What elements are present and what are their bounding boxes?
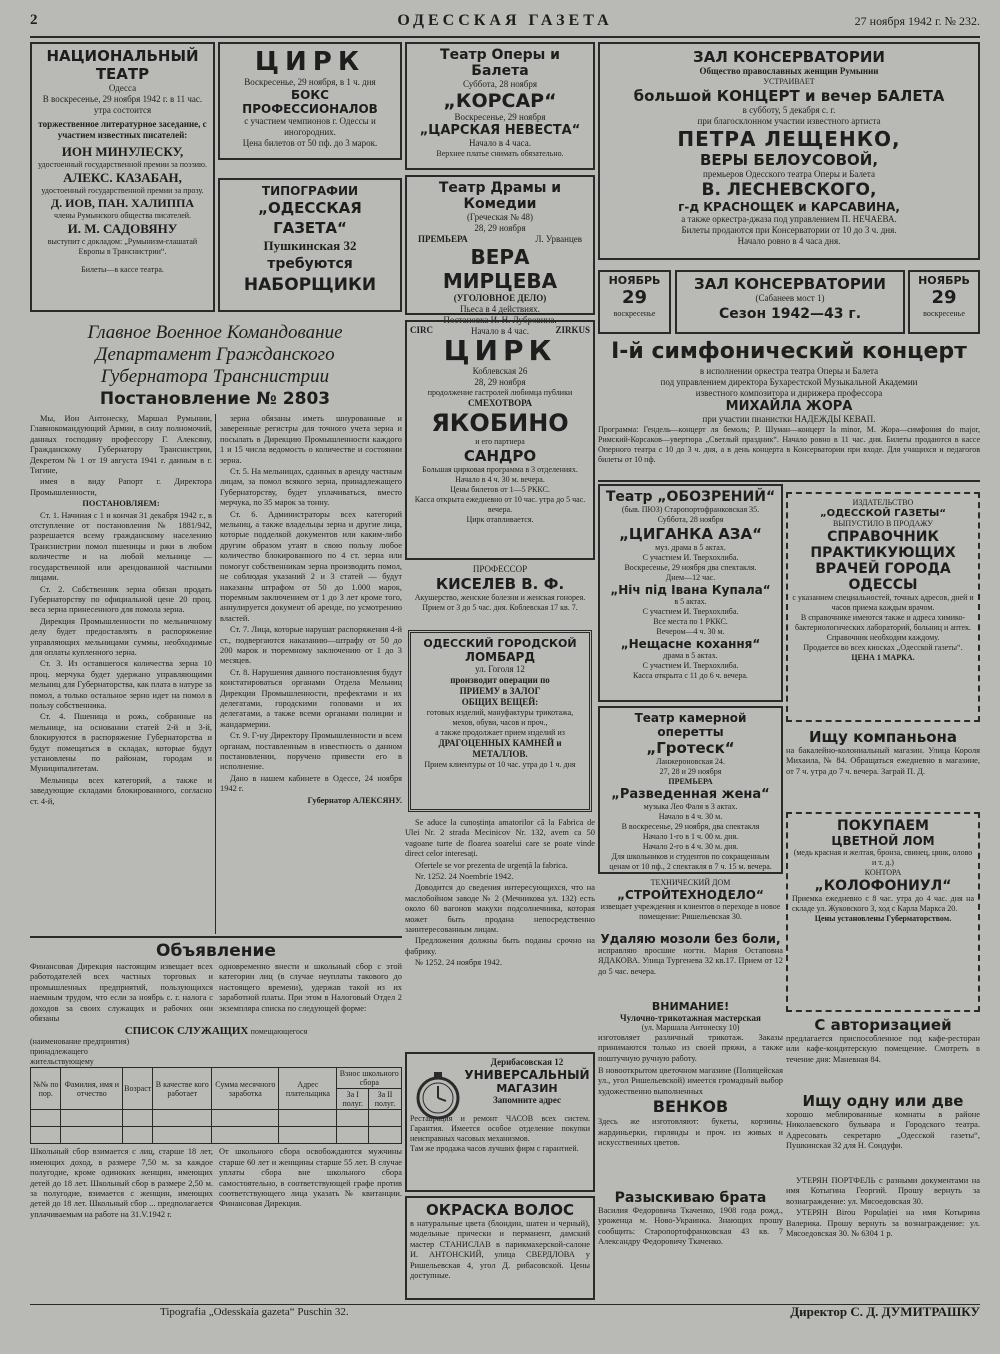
attention-title: ВНИМАНИЕ! — [651, 1000, 730, 1013]
circus2-star: ЯКОБИНО — [431, 409, 569, 437]
wreaths-text-2: Здесь же изготовляют: букеты, корзины, жардиньерки, гирлянды и проч. из живых и искусственных цветов. — [598, 1117, 783, 1148]
decree-para: Ст. 7. Лица, которые нарушат распоряжения 4-й ст., подвергаются наказанию—штрафу от 50 до 200 марок и тюремному заключению от 1 до 3 месяцев. — [220, 625, 402, 666]
grotesk-sunday: В воскресенье, 29 ноября, два спектакля — [621, 822, 760, 831]
circus2-title: ЦИРК — [443, 334, 557, 367]
scrap-hours: Приемка ежедневно с 8 час. утра до 4 час. дня на складе ул. Жуковского 3, ход с Карла Маркса 20. — [792, 894, 974, 913]
opera-note: Верхнее платье снимать обязательно. — [436, 149, 564, 158]
decree-para: Дирекция Промышленности по мельничному делу будет предоставлять в распоряжение управляющих мельницами суммы, необходимые для оплаты купленного зерна. — [30, 616, 212, 657]
date-month-right: НОЯБРЬ — [918, 274, 970, 287]
symphony-concert-ad — [598, 338, 980, 478]
opera-show-2: „ЦАРСКАЯ НЕВЕСТА“ — [419, 123, 581, 138]
decree-para: Дано в нашем кабинете в Одессе, 24 ноября 1942 г. — [220, 773, 402, 794]
stroy-line-1: ТЕХНИЧЕСКИЙ ДОМ — [650, 878, 731, 887]
universal-store-ad — [405, 1052, 595, 1192]
national-theatre-event: торжественное литературное заседание, с участием известных писателей: — [38, 119, 207, 140]
artist-2-desc: премьеров Одесского театра Оперы и Балета — [703, 169, 875, 179]
th-half-2: За II полуг. — [369, 1089, 402, 1110]
th-name: Фамилия, имя и отчество — [61, 1068, 123, 1110]
scrap-title: ПОКУПАЕМ — [837, 818, 929, 834]
obozreniy-date-2: Воскресенье, 29 ноября два спектакля. — [624, 563, 757, 572]
directory-line-5: Справочник необходим каждому. — [826, 633, 940, 642]
conservatory-org: Общество православных женщин Румынии — [699, 66, 879, 76]
announcement-bottom-right: От школьного сбора освобождаются мужчины старше 60 лет и женщины старше 55 лет. В случае уплаты сбора вне школьного сбора самостоятельно, в соответствующей графе против соответствующего лица указать № квитанции. Финансовая Дирекция. — [219, 1147, 402, 1209]
typography-need: требуются — [267, 256, 353, 272]
national-theatre-title: НАЦИОНАЛЬНЫЙ ТЕАТР — [46, 47, 199, 83]
list-field-1: (наименование предприятия) — [30, 1037, 130, 1047]
opera-theatre-ad — [405, 42, 595, 170]
participant-1-desc: удостоенный государственной премии за поэзию. — [38, 160, 207, 169]
drama-date: 28, 29 ноября — [474, 223, 526, 233]
obozreniy-price: Все места по 1 РККС. — [653, 617, 728, 626]
directory-price: ЦЕНА 1 МАРКА. — [851, 653, 915, 662]
obozreniy-day: Днем—12 час. — [665, 573, 716, 582]
obozreniy-address: (быв. ПЮЗ) Старопортофранковская 35. — [621, 505, 760, 514]
national-theatre-city: Одесса — [108, 83, 137, 93]
grotesk-start: Начало в 4 ч. 30 м. — [658, 812, 723, 821]
th-salary: Сумма месячного заработка — [212, 1068, 279, 1110]
decree-h3: Губернатора Транснистрии — [100, 366, 330, 387]
lombard-title-1: ОДЕССКИЙ ГОРОДСКОЙ — [423, 637, 577, 650]
directory-title-1: СПРАВОЧНИК — [827, 529, 939, 545]
artist-1: ПЕТРА ЛЕЩЕНКО, — [677, 127, 901, 151]
seeking-rooms-ad — [786, 1092, 980, 1172]
announcement-right: одновременно внести и школьный сбор с этой категории лиц (в случае неуплаты такового до настоящего времени), удержав такой из их заработной платы. При этом в Налоговый Отдел 2 экземпляра списка по следующей форме: — [219, 962, 402, 1013]
conservatory-title: ЗАЛ КОНСЕРВАТОРИИ — [693, 48, 885, 66]
symphony-conductor: МИХАЙЛА ЖОРА — [725, 399, 853, 414]
obozreniy-show-1-desc: муз. драма в 5 актах. — [655, 543, 726, 552]
th-half-1: За I полуг. — [337, 1089, 369, 1110]
decree-column-left — [30, 414, 212, 934]
lost-items-ads — [786, 1176, 980, 1300]
decree-h1: Главное Военное Командование — [87, 322, 343, 343]
circus2-program: Большая цирковая программа в 3 отделениях. — [422, 465, 578, 474]
brother-text: Василия Федоровича Ткаченко, 1908 года рожд., уроженца м. Ново-Украинка. Знающих прошу сообщить: Старопортофранковская 43 кв. 7 Александру Федоровичу Ткаченко. — [598, 1206, 783, 1247]
notice-ru: Доводится до сведения интересующихся, что на маслобойном заводе № 2 (Мечникова ул. 132) есть около 60 вагонов макухи подсолнечника, которая может быть продана непосредственно заинтересованным лицам. — [405, 883, 595, 935]
clock-icon — [415, 1068, 461, 1124]
notice-ru-3: № 1252. 24 ноября 1942. — [415, 958, 503, 968]
scrap-prices: Цены установлены Губерматорством. — [814, 914, 952, 923]
decree-para: Ст. 9. Г-ну Директору Промышленности и всем органам, поставленным в известность о данном постановлении, поручено привести его в исполнение. — [220, 731, 402, 772]
list-owner-label: помещающегося — [250, 1027, 308, 1037]
directory-line-3: с указанием специальностей, точных адресов, дней и часов приема каждым врачом. — [792, 593, 974, 612]
date-dow-right: воскресенье — [923, 309, 965, 318]
universal-address: Дерибасовская 12 — [490, 1057, 564, 1067]
page-header — [30, 10, 980, 34]
rooms-text: хорошо меблированные комнаты в районе Николаевского бульвара и Городского театра. Адресовать секретарю „Одесской газеты“, Пушкинская 32 для Н. Сондуфи. — [786, 1110, 980, 1151]
decree-resolve: ПОСТАНОВЛЯЕМ: — [82, 499, 160, 509]
grotesk-time-2: Начало 2-го в 4 ч. 30 м. дня. — [642, 842, 739, 851]
circus2-start: Начало в 4 ч. 30 м. вечера. — [455, 475, 545, 484]
conservatory-with: при благосклонном участии известного артиста — [697, 116, 881, 126]
employee-list-table — [30, 1067, 402, 1144]
obozreniy-kassa: Касса открыта с 11 до 6 ч. вечера. — [633, 671, 748, 680]
season-years: Сезон 1942—43 г. — [718, 306, 862, 322]
obozreniy-date-1: Суббота, 28 ноября — [657, 515, 724, 524]
premises-offer-ad — [786, 1016, 980, 1088]
circus2-prices: Цены билетов от 1—5 РККС. — [450, 485, 550, 494]
circus2-kassa: Касса открыта ежедневно от 10 час. утра до 5 час. вечера. — [414, 495, 586, 514]
grotesk-students: Для школьников и студентов по сокращенным ценам от 10 пф., 2 спектакля в 7 ч. 15 м. вечера. — [609, 852, 772, 871]
oil-factory-notice — [405, 818, 595, 1048]
knitting-workshop-ad — [598, 1000, 783, 1062]
participant-4: И. М. САДОВЯНУ — [67, 221, 178, 236]
lost-item-1: УТЕРЯН ПОРТФЕЛЬ с разными документами на имя Котыгина Георгий. Прошу вернуть за вознаграждение: ул. Мясоедовская 30. — [786, 1176, 980, 1206]
professor-name: КИСЕЛЕВ В. Ф. — [435, 575, 565, 593]
corns-text: исправляю вросшие ногти. Мария Остаповна ЯДАКОВА. Улица Тургенева 32 кв.17. Прием от 12 до 5 час. вечера. — [598, 946, 783, 976]
artist-3: В. ЛЕСНЕВСКОГО, — [701, 180, 877, 200]
notice-ro-2: Ofertele se vor prezenta de urgență la fabrica. — [415, 860, 568, 870]
symphony-line-2: под управлением директора Бухарестской Музыкальной Академии — [660, 377, 918, 387]
th-tax: Взнос школьного сбора — [337, 1068, 402, 1089]
grotesk-premiere: ПРЕМЬЕРА — [668, 777, 713, 786]
universal-title-1: УНИВЕРСАЛЬНЫЙ — [464, 1068, 590, 1082]
publisher-name: „ОДЕССКОЙ ГАЗЕТЫ“ — [820, 508, 946, 519]
grotesk-theatre-ad — [598, 706, 783, 874]
decree-column-right — [220, 414, 402, 934]
obozreniy-title: Театр „ОБОЗРЕНИЙ“ — [605, 489, 776, 505]
circus-boxing: БОКС ПРОФЕССИОНАЛОВ — [242, 88, 378, 116]
lost-item-2: УТЕРЯН Birou Populației на имя Котырина Валерика. Прошу вернуть за вознаграждение: ул. Мясоедовская 30. № 6304 1 р. — [786, 1208, 980, 1239]
typography-who: НАБОРЩИКИ — [243, 275, 377, 295]
decree-para: Ст. 4. Пшеница и рожь, собранные на мельнице, на основании статей 2-й и 3-й, блокируются в распоряжение Губернаторства и будут помещаться в складах, которые будут установлены по районам, городам и Муниципалитетам. — [30, 712, 212, 774]
decree-number: Постановление № 2803 — [99, 389, 331, 409]
participant-1: ИОН МИНУЛЕСКУ, — [61, 144, 184, 159]
drama-acts: Пьеса в 4 действиях. — [460, 304, 540, 314]
opera-date-2: Воскресенье, 29 ноября — [454, 112, 546, 122]
directory-title-3: ВРАЧЕЙ ГОРОДА — [815, 561, 951, 577]
obozreniy-show-1-actor: С участием И. Тверхохлиба. — [642, 553, 739, 562]
circus2-heated: Цирк отапливается. — [466, 515, 534, 524]
th-address: Адрес плательщика — [279, 1068, 337, 1110]
hair-text: в натуральные цвета (блондин, шатен и черный), модельные прически и перманент, дамский мастер СТАНИСЛАВ в парикмахерской-салоне И. АНТОНСКИЙ, улица СВЕРДЛОВА у Ришельевская 4, угол Д. рибасовской. Цены доступные. — [410, 1219, 590, 1281]
circus-champions: с участием чемпионов г. Одессы и иногородних. — [244, 116, 376, 137]
partner-text: на бакалейно-колониальный магазин. Улица Короля Михаила, № 84. Обращаться ежедневно в магазине, от 7 ч. утра до 7 ч. вечера. Заграй П. Д. — [786, 746, 980, 776]
typography-ad — [218, 178, 402, 312]
circ-label: CIRC — [410, 325, 434, 335]
national-theatre-ad — [30, 42, 215, 312]
participant-4-desc: выступит с докладом: „Румынизм-глашатай Европы в Транснистрии“. — [47, 237, 198, 256]
lombard-line-3: ОБЩИХ ВЕЩЕЙ: — [461, 697, 539, 707]
hair-dye-ad — [405, 1196, 595, 1300]
obozreniy-show-3-desc: драма в 5 актах. — [663, 651, 718, 660]
circus2-line1: продолжение гастролей любимца публики — [427, 388, 573, 397]
zirkus-label: ZIRKUS — [555, 325, 590, 335]
drama-subtitle: (УГОЛОВНОЕ ДЕЛО) — [453, 293, 547, 303]
decree-para: имея в виду Рапорт г. Директора Промышленности, — [30, 477, 212, 497]
lombard-line-7: Прием клиентуры от 10 час. утра до 1 ч. дня — [424, 760, 576, 769]
decree-para: Ст. 1. Начиная с 1 и кончая 31 декабря 1942 г., в отступление от постановления № 1881/942, разрешается всему гражданскому населению Транснистрии помол пшеницы и ржи в любом количестве и на любой мельнице — государственной или арендованной частными лицами. — [30, 510, 212, 583]
date-month-left: НОЯБРЬ — [608, 274, 661, 287]
opera-start: Начало в 4 часа. — [468, 138, 532, 148]
obozreniy-show-3: „Нещасне кохання“ — [620, 637, 761, 651]
grotesk-name: „Гротеск“ — [646, 739, 735, 757]
finance-announcement — [30, 940, 402, 1304]
universal-title-2: МАГАЗИН — [496, 1082, 558, 1095]
decree-para: Ст. 5. На мельницах, сданных в аренду частным лицам, за помол всякого зерна, принадлежащего Губернаторству, будет уплачиваться, вместо мерчука, по 35 марок за тонну. — [220, 467, 402, 508]
grotesk-title: Театр камерной оперетты — [634, 711, 747, 739]
obozreniy-show-3-actor: С участием И. Тверхохлиба. — [642, 661, 739, 670]
stroy-title: „СТРОЙТЕХНОДЕЛО“ — [617, 888, 764, 902]
drama-address: (Греческая № 48) — [466, 212, 534, 222]
universal-remember: Запомните адрес — [493, 1095, 561, 1105]
publisher-line-2: ВЫПУСТИЛО В ПРОДАЖУ — [833, 519, 933, 528]
authorization-title: С авторизацией — [814, 1016, 952, 1034]
participant-2-desc: удостоенный государственной премии за прозу. — [41, 186, 204, 195]
opera-date-1: Суббота, 28 ноября — [463, 79, 537, 89]
conservatory-event: большой КОНЦЕРТ и вечер БАЛЕТА — [633, 87, 945, 105]
drama-author: Л. Урванцев — [535, 234, 582, 244]
obozreniy-show-2-desc: в 5 актах. — [674, 597, 707, 606]
lombard-title-2: ЛОМБАРД — [464, 650, 536, 664]
circus2-line3: и его партнера — [475, 437, 525, 446]
typography-name: „ОДЕССКАЯ ГАЗЕТА“ — [258, 199, 362, 237]
lombard-line-6: ДРАГОЦЕННЫХ КАМНЕЙ и МЕТАЛЛОВ. — [438, 738, 562, 759]
scrap-materials: (медь красная и желтая, бронза, свинец, цинк, олово и т. д.) — [793, 848, 973, 867]
rooms-title: Ищу одну или две — [802, 1092, 964, 1110]
th-age: Возраст — [123, 1068, 153, 1110]
decree-h2: Департамент Гражданского — [95, 344, 335, 365]
decree-para: Ст. 6. Администраторы всех категорий мельниц, а также владельцы зерна и другие лица, которые подделкой документов или каким-либо другим образом утаят в свою пользу любое количество блокированного по 4 ст. зерна или помогут собственникам зерна производить помол, не соблюдая указаний 2 и 3 статей — будут наказаны штрафом от 50 до 1.000 марок, тюремным заключением от 1 до 3 лет кроме того, аннулируется документ об аренде, по усмотрению властей. — [220, 509, 402, 623]
participant-3-desc: члены Румынского общества писателей. — [53, 211, 192, 220]
directory-line-4: В справочнике имеются также и адреса химико-бактериологических лабораторий, больниц и аптек. — [795, 613, 971, 632]
decree-para: Ст. 3. Из оставшегося количества зерна 10 проц. мерчука будет удержано управляющими мельниц для Губернаторства, как плата в натуре за помол, а только остальное зерно идет на помол в пользу собственника. — [30, 659, 212, 710]
seeking-partner-ad — [786, 728, 980, 808]
opera-show-1: „КОРСАР“ — [443, 90, 557, 112]
brother-title: Разыскиваю брата — [614, 1190, 767, 1206]
season-hall: ЗАЛ КОНСЕРВАТОРИИ — [694, 275, 886, 293]
stroytekhnodelo-ad — [598, 878, 783, 928]
universal-sale: Там же продажа часов лучших фирм с гарантией. — [410, 1144, 579, 1153]
issue-date: 27 ноября 1942 г. № 232. — [854, 14, 980, 28]
grotesk-show: „Разведенная жена“ — [611, 787, 770, 802]
drama-director: Постановка И. Н. Лубровина. — [443, 315, 557, 325]
grotesk-date: 27, 28 и 29 ноября — [659, 767, 722, 776]
publisher-directory-ad — [786, 492, 980, 722]
lombard-ad — [408, 630, 592, 812]
drama-title: Театр Драмы и Комедии — [438, 180, 562, 212]
decree-para: зерна обязаны иметь шнурованные и заверенные регистры для точного учета зерна и посылать в Дирекцию Промышленности каждого 1 и 15 числа ведомость о количестве и состоянии зерна. — [220, 414, 402, 465]
professor-ad — [405, 564, 595, 624]
universal-repair: Реставрация и ремонт ЧАСОВ всех систем. Гарантия. Имеется особое отделение покупки неисправных часовых механизмов. — [410, 1114, 590, 1143]
artist-4: г-д КРАСНОЩЕК и КАРСАВИНА, — [678, 200, 900, 214]
conservatory-orchestra: а также оркестра-джаза под управлением П. НЕЧАЕВА. — [681, 214, 897, 224]
opera-title: Театр Оперы и Балета — [440, 47, 560, 79]
conservatory-start: Начало ровно в 4 часа дня. — [737, 236, 841, 246]
conservatory-arranges: УСТРАИВАЕТ — [763, 77, 815, 86]
scrap-subtitle: ЦВЕТНОЙ ЛОМ — [831, 834, 935, 848]
lombard-line-5: а также продолжает прием изделий из — [435, 728, 565, 737]
circus2-line2: СМЕХОТВОРА — [468, 398, 532, 408]
th-number: №№ по пор. — [31, 1068, 61, 1110]
date-box-right — [908, 270, 980, 334]
lombard-line-1: производит операции по — [450, 675, 550, 685]
date-dow-left: воскресенье — [613, 309, 656, 318]
circus-jacobino-ad — [405, 320, 595, 560]
circus-prices: Цена билетов от 50 пф. до 3 марок. — [242, 138, 378, 148]
national-theatre-intro: В воскресенье, 29 ноября 1942 г. в 11 час. утра состоится — [42, 94, 203, 115]
obozreniy-theatre-ad — [598, 484, 783, 702]
obozreniy-show-2-actor: С участием И. Тверхохлиба. — [642, 607, 739, 616]
list-field-3: жительствующему — [30, 1057, 94, 1067]
scrap-metal-ad — [786, 812, 980, 1012]
circus2-address: Коблевская 26 — [472, 366, 528, 376]
wreaths-word: ВЕНКОВ — [652, 1097, 729, 1117]
circus-title: ЦИРК — [254, 47, 366, 77]
professor-hours: Прием от 3 до 5 час. дня. Коблевская 17 кв. 7. — [422, 603, 578, 612]
director-credit: Директор С. Д. ДУМИТРАШКУ — [790, 1304, 980, 1319]
newspaper-name: ОДЕССКАЯ ГАЗЕТА — [397, 12, 613, 29]
scrap-company: „КОЛОФОНИУЛ“ — [814, 878, 952, 894]
drama-start: Начало в 4 час. — [471, 326, 529, 336]
symphony-title: I-й симфонический концерт — [611, 339, 967, 364]
obozreniy-evening: Вечером—4 ч. 30 м. — [656, 627, 725, 636]
lombard-line-2: ПРИЕМУ в ЗАЛОГ — [459, 686, 541, 696]
symphony-program: Программа: Гендель—концерт ля бемоль; Р. Шуман—концерт la minor, М. Жора—симфония do major, Римский-Корсаков—увертюра „Светлый праздник“. Начало ровно в 11 час. дня. Билеты продаются в кассе Оперного театра с 10 до 3 ч. дня, а в день концерта в Консерватории при входе. Для учащихся и педагогов билеты от 10 пф. — [598, 425, 980, 464]
date-day-left: 29 — [621, 287, 648, 308]
notice-ro-3: Nr. 1252. 24 Noembrie 1942. — [415, 872, 514, 882]
drama-premiere: ПРЕМЬЕРА — [418, 234, 468, 244]
symphony-line-1: в исполнении оркестра театра Оперы и Балета — [699, 366, 879, 376]
partner-title: Ищу компаньона — [808, 728, 957, 746]
artist-2: ВЕРЫ БЕЛОУСОВОЙ, — [699, 151, 879, 169]
conservatory-season-ad — [675, 270, 905, 334]
list-field-2: принадлежащего — [30, 1047, 88, 1057]
notice-ru-2: Предложения должны быть поданы срочно на фабрику. — [405, 936, 595, 956]
symphony-pianist: при участии пианистки НАДЕЖДЫ КЕВАП. — [702, 414, 876, 424]
attention-shop: Чулочно-трикотажная мастерская — [620, 1013, 761, 1023]
obozreniy-show-1: „ЦИГАНКА АЗА“ — [619, 525, 762, 543]
conservatory-date: в субботу, 5 декабря с. г. — [742, 105, 836, 115]
printer-credit: Tipografia „Odesskaia gazeta“ Puschin 32. — [160, 1306, 349, 1318]
professor-specialty: Акушерство, женские болезни и женская гонорея. — [414, 593, 586, 602]
typography-title: ТИПОГРАФИИ — [261, 184, 359, 198]
attention-text: изготовляет различный трикотаж. Заказы принимаются только из своей пряжи, а также поштучную ручную работу. — [598, 1033, 783, 1063]
conservatory-concert-ad — [598, 42, 980, 260]
national-theatre-tickets: Билеты—в кассе театра. — [81, 265, 164, 274]
decree-para: Ст. 8. Нарушения данного постановления будут констатироваться органами Отдела Мельниц Дирекции Промышленности, префектами и их делегатами, городскими головами и их делегатами, а также всеми органами полиции и жандармерии. — [220, 667, 402, 729]
wreaths-text: В новооткрытом цветочном магазине (Полицейская ул., угол Ришельевской) имеется громадный выбор художественно выполненных — [598, 1066, 783, 1096]
date-day-right: 29 — [931, 287, 957, 308]
directory-title-2: ПРАКТИКУЮЩИХ — [810, 545, 956, 561]
symphony-line-3: известного композитора и дирижера профессора — [695, 388, 883, 398]
participant-2: АЛЕКС. КАЗАБАН, — [63, 170, 182, 185]
directory-line-6: Продается во всех киосках „Одесской газеты“. — [803, 643, 963, 652]
drama-show: ВЕРА МИРЦЕВА — [442, 245, 558, 293]
lombard-address: ул. Гоголя 12 — [475, 664, 525, 674]
conservatory-tickets: Билеты продаются при Консерватории от 10 до 3 ч. дня. — [681, 225, 897, 235]
flower-shop-ad — [598, 1066, 783, 1186]
notice-ro: Se aduce la cunoștința amatorilor că la Fabrica de Ulei Nr. 2 strada Mecinicov Nr. 132, avem ca 50 vagoane turte de floarea soarelui care se poate vinde direct celor interesați. — [405, 818, 595, 859]
circus-box-ad — [218, 42, 402, 160]
lombard-line-4: готовых изделий, мануфактуры трикотажа, мехов, обуви, часов и проч., — [426, 708, 574, 727]
list-title: СПИСОК СЛУЖАЩИХ — [124, 1025, 249, 1038]
th-job: В качестве кого работает — [153, 1068, 212, 1110]
obozreniy-show-2: „Ніч під Івана Купала“ — [610, 583, 771, 597]
grotesk-address: Ланжероновская 24. — [656, 757, 725, 766]
corns-title: Удаляю мозоли без боли, — [600, 932, 781, 946]
circus-date: Воскресенье, 29 ноября, в 1 ч. дня — [244, 77, 376, 87]
decree-para: Мы, Ион Антонеску, Маршал Румынии, Главнокомандующий Армии, в силу полномочий, данных господину профессору Г. Алексяну, Гражданскому Губернатору Транснистрии, Декретом № 1 от 19 августа 1941 г. данным в г. Тигине, — [30, 414, 212, 476]
corn-removal-ad — [598, 932, 783, 996]
stroy-text: извещает учреждения и клиентов о переходе в новое помещение: Ришельевская 30. — [600, 902, 781, 921]
publisher-line-1: ИЗДАТЕЛЬСТВО — [852, 498, 914, 507]
announcement-title: Объявление — [156, 941, 276, 961]
hair-title: ОКРАСКА ВОЛОС — [425, 1201, 575, 1219]
scrap-office: КОНТОРА — [864, 868, 902, 877]
authorization-text: предлагается приспособленное под кафе-ресторан или кафе-кондитерскую помещение. Смотреть в течение дня: Маневная 84. — [786, 1034, 980, 1064]
season-address: (Сабанеев мост 1) — [755, 293, 825, 303]
grotesk-time-1: Начало 1-го в 1 ч. 00 м. дня. — [642, 832, 739, 841]
directory-title-4: ОДЕССЫ — [848, 577, 918, 593]
missing-brother-ad — [598, 1190, 783, 1300]
announcement-left: Финансовая Дирекция настоящим извещает всех работодателей всех частных торговых и промышленных предприятий, пользующихся наемным трудом, что если за ноябрь с. г. налога с доходов за своих служащих и рабочих они обязаны — [30, 962, 213, 1024]
announcement-bottom-left: Школьный сбор взимается с лиц, старше 18 лет, имеющих доход, в размере 7,50 м. за каждое полугодие, кроме одиноких женщин, имеющих детей до 18 лет. Школьный сбор в размере 2,50 м. за полугодие, взимается с женщин, имеющих детей до 18 лет. Школьный сбор ... предполагается уплачиваемым на работе на 31.V.1942 г. — [30, 1147, 213, 1219]
professor-title: ПРОФЕССОР — [472, 564, 528, 574]
date-box-left — [598, 270, 671, 334]
participant-3: Д. ИОВ, ПАН. ХАЛИППА — [50, 196, 195, 210]
decree-heading — [30, 322, 400, 412]
decree-signature: Губернатор АЛЕКСЯНУ. — [307, 795, 402, 805]
typography-address: Пушкинская 32 — [263, 238, 357, 253]
decree-para: Ст. 2. Собственник зерна обязан продать Губернаторству по официальной цене 20 проц. веса зерна принесенного для помола зерна. — [30, 584, 212, 615]
grotesk-music: музыка Лео Фаля в 3 актах. — [643, 802, 738, 811]
circus2-partner: САНДРО — [463, 447, 537, 465]
circus2-date: 28, 29 ноября — [474, 377, 526, 387]
attention-address: (ул. Маршала Антонеску 10) — [641, 1023, 740, 1032]
page-number: 2 — [30, 12, 38, 28]
decree-para: Мельницы всех категорий, а также и заведующие складами блокированного, согласно ст. 4-й, — [30, 775, 212, 806]
